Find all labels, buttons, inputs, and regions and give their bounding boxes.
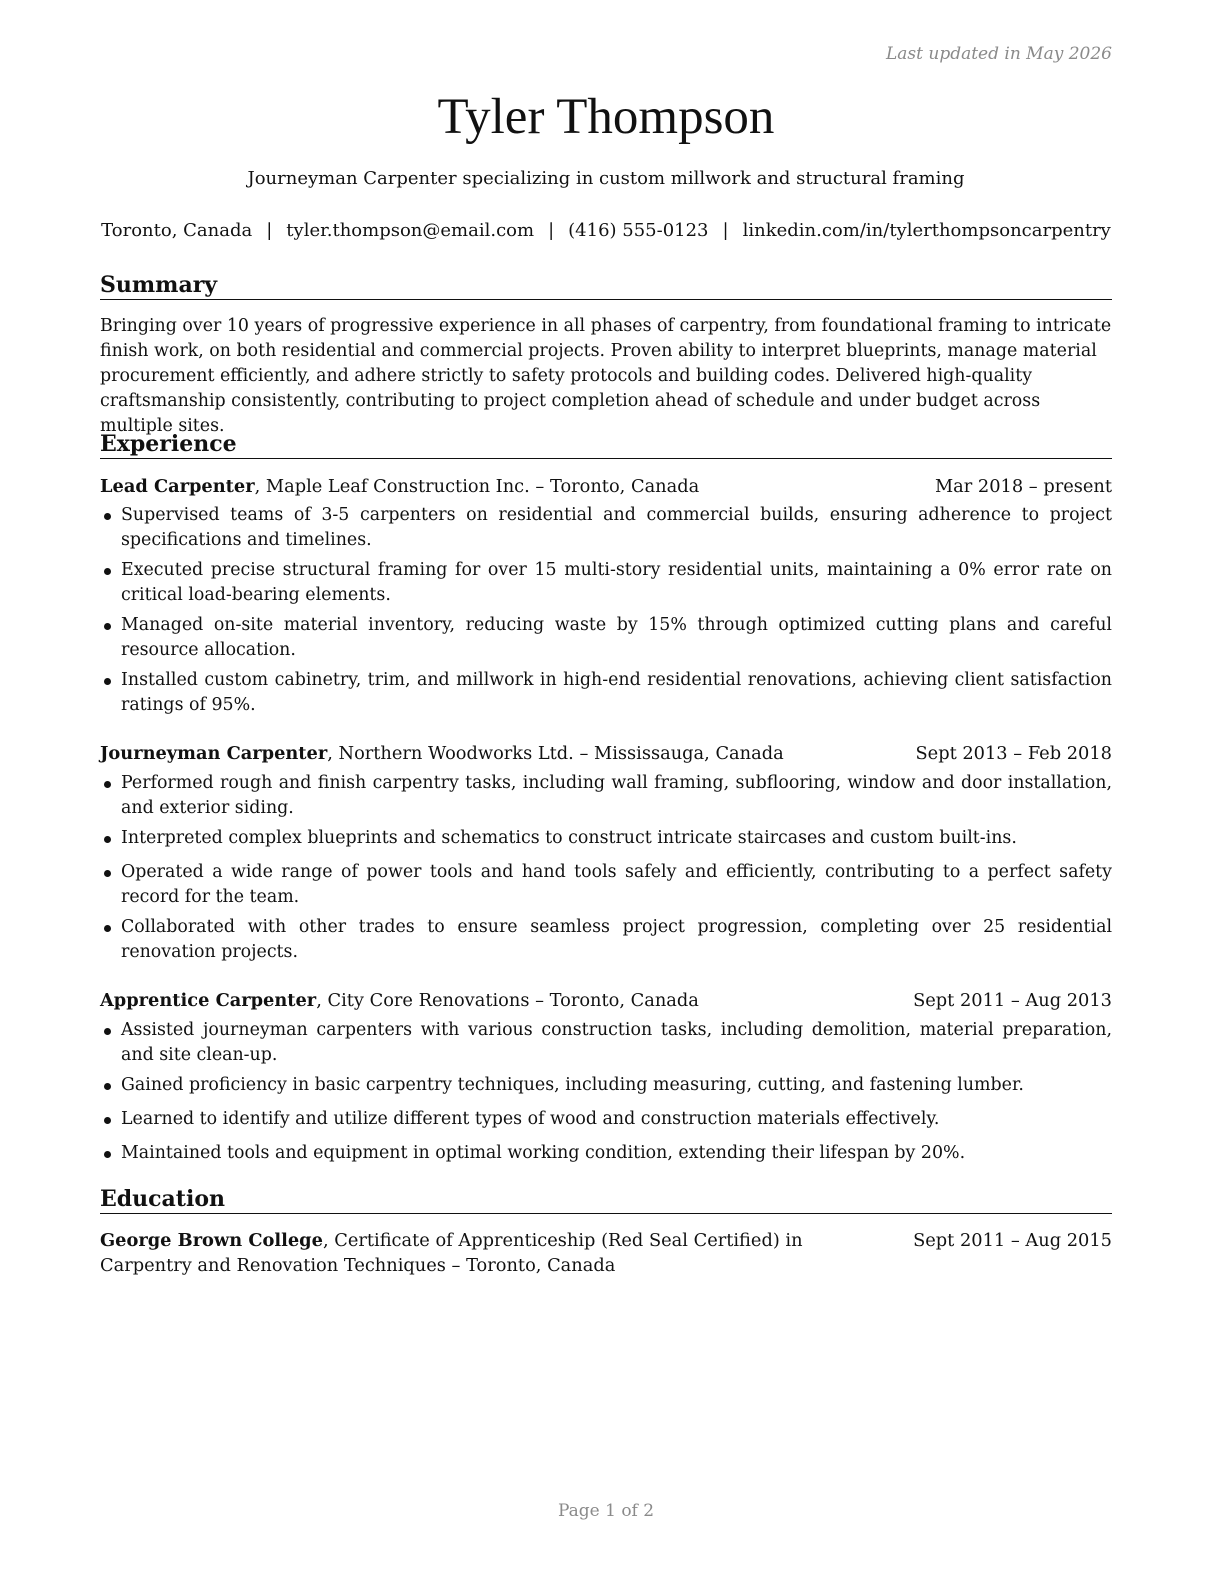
education-dates: Sept 2011 – Aug 2015 <box>913 1230 1112 1251</box>
contact-linkedin[interactable]: linkedin.com/in/tylerthompsoncarpentry <box>742 220 1111 241</box>
experience-heading: Experience <box>100 430 1112 459</box>
job-bullet: Maintained tools and equipment in optimal working condition, extending their lifespan by 20%. <box>100 1141 1112 1166</box>
resume-page <box>100 0 1112 1584</box>
job-bullet: Executed precise structural framing for over 15 multi-story residential units, maintaining a 0% error rate on critical load-bearing elements. <box>100 558 1112 608</box>
job-company: , Maple Leaf Construction Inc. – Toronto, Canada <box>254 476 700 497</box>
job-bullet: Installed custom cabinetry, trim, and millwork in high-end residential renovations, achieving client satisfaction ratings of 95%. <box>100 668 1112 718</box>
job-title-line <box>100 988 699 1013</box>
contact-separator: | <box>266 220 273 241</box>
education-entry <box>100 1228 1112 1278</box>
summary-heading: Summary <box>100 271 1112 300</box>
job-company: , City Core Renovations – Toronto, Canada <box>316 990 699 1011</box>
job-bullet: Performed rough and finish carpentry tasks, including wall framing, subflooring, window and door installation, and exterior siding. <box>100 771 1112 821</box>
job-bullet: Managed on-site material inventory, reducing waste by 15% through optimized cutting plans and careful resource allocation. <box>100 613 1112 663</box>
contact-separator: | <box>722 220 729 241</box>
job-header <box>100 474 1112 499</box>
education-detail: , Certificate of Apprenticeship (Red Seal Certified) in Carpentry and Renovation Techniques – Toronto, Canada <box>100 1230 803 1276</box>
last-updated-note: Last updated in May 2026 <box>885 44 1112 64</box>
job-title-line <box>100 741 784 766</box>
job-role: Lead Carpenter <box>100 476 255 497</box>
job-bullet-list <box>100 771 1112 965</box>
summary-text: Bringing over 10 years of progressive experience in all phases of carpentry, from foundational framing to intricate finish work, on both residential and commercial projects. Proven ability to interpret blueprints, manage material procurement efficiently, and adhere strictly to safety protocols and building codes. Delivered high-quality craftsmanship consistently, contributing to project completion ahead of schedule and under budget across multiple sites. <box>100 316 1112 436</box>
job-dates: Sept 2013 – Feb 2018 <box>915 743 1112 764</box>
job-bullet: Learned to identify and utilize different types of wood and construction materials effectively. <box>100 1107 1112 1132</box>
job-bullet: Supervised teams of 3-5 carpenters on residential and commercial builds, ensuring adherence to project specifications and timelines. <box>100 503 1112 553</box>
education-heading: Education <box>100 1185 1112 1214</box>
job-title-line <box>100 474 699 499</box>
job-bullet-list <box>100 1018 1112 1166</box>
contact-line <box>90 219 1122 243</box>
job-dates: Sept 2011 – Aug 2013 <box>913 990 1112 1011</box>
contact-location: Toronto, Canada <box>101 220 253 241</box>
job-header <box>100 988 1112 1013</box>
job-role: Journeyman Carpenter <box>100 743 328 764</box>
contact-separator: | <box>548 220 555 241</box>
page-number: Page 1 of 2 <box>557 1501 655 1521</box>
job-header <box>100 741 1112 766</box>
job-bullet: Operated a wide range of power tools and hand tools safely and efficiently, contributing to a perfect safety record for the team. <box>100 860 1112 910</box>
candidate-tagline: Journeyman Carpenter specializing in custom millwork and structural framing <box>247 168 965 189</box>
job-bullet: Gained proficiency in basic carpentry techniques, including measuring, cutting, and fastening lumber. <box>100 1073 1112 1098</box>
job-bullet: Collaborated with other trades to ensure seamless project progression, completing over 25 residential renovation projects. <box>100 915 1112 965</box>
education-school: George Brown College <box>100 1230 323 1251</box>
job-bullet: Assisted journeyman carpenters with various construction tasks, including demolition, material preparation, and site clean-up. <box>100 1018 1112 1068</box>
job-bullet-list <box>100 503 1112 718</box>
job-role: Apprentice Carpenter <box>100 990 317 1011</box>
job-company: , Northern Woodworks Ltd. – Mississauga, Canada <box>327 743 784 764</box>
candidate-name: Tyler Thompson <box>437 89 775 145</box>
education-detail-line <box>100 1228 890 1278</box>
contact-phone[interactable]: (416) 555-0123 <box>568 220 709 241</box>
job-dates: Mar 2018 – present <box>934 476 1112 497</box>
job-bullet: Interpreted complex blueprints and schematics to construct intricate staircases and custom built-ins. <box>100 826 1112 851</box>
contact-email[interactable]: tyler.thompson@email.com <box>286 220 535 241</box>
